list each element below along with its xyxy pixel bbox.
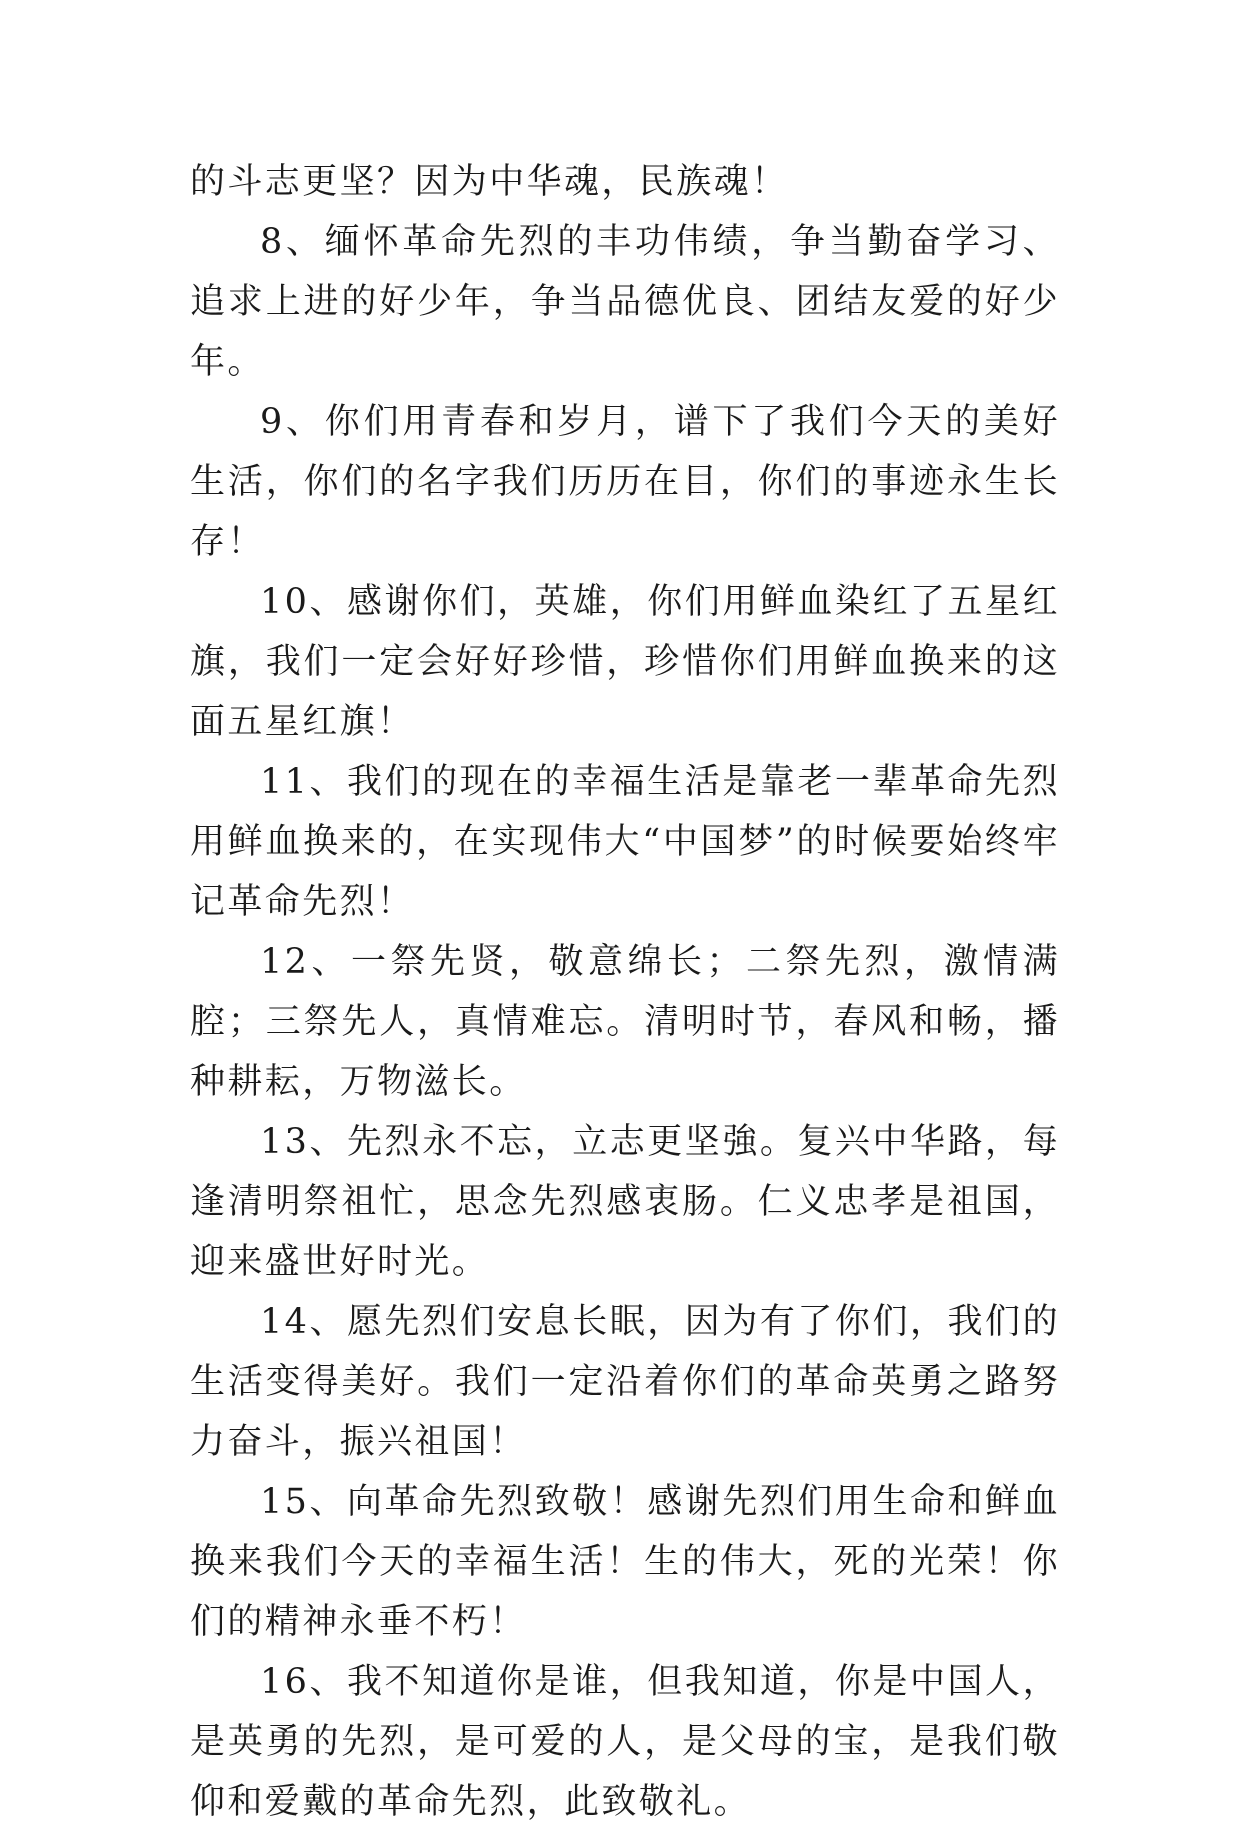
paragraph-continuation: 的斗志更坚？因为中华魂，民族魂！: [190, 162, 789, 202]
paragraph-item-11: 11、我们的现在的幸福生活是靠老一辈革命先烈用鲜血换来的，在实现伟大“中国梦”的时候要始终牢记革命先烈！: [190, 762, 1060, 922]
paragraph-item-13: 13、先烈永不忘，立志更坚強。复兴中华路，每逢清明祭祖忙，思念先烈感衷肠。仁义忠孝是祖国，迎来盛世好时光。: [190, 1122, 1060, 1282]
paragraph-item-16: 16、我不知道你是谁，但我知道，你是中国人，是英勇的先烈，是可爱的人，是父母的宝，是我们敬仰和爱戴的革命先烈，此致敬礼。: [190, 1662, 1060, 1822]
document-body: [190, 152, 1060, 1832]
paragraph-item-9: 9、你们用青春和岁月，谱下了我们今天的美好生活，你们的名字我们历历在目，你们的事迹永生长存！: [190, 402, 1060, 562]
paragraph-item-15: 15、向革命先烈致敬！感谢先烈们用生命和鲜血换来我们今天的幸福生活！生的伟大，死的光荣！你们的精神永垂不朽！: [190, 1482, 1060, 1642]
paragraph-item-12: 12、一祭先贤，敬意绵长；二祭先烈，激情满腔；三祭先人，真情难忘。清明时节，春风和畅，播种耕耘，万物滋长。: [190, 942, 1060, 1102]
paragraph-item-14: 14、愿先烈们安息长眠，因为有了你们，我们的生活变得美好。我们一定沿着你们的革命英勇之路努力奋斗，振兴祖国！: [190, 1302, 1060, 1462]
paragraph-item-10: 10、感谢你们，英雄，你们用鲜血染红了五星红旗，我们一定会好好珍惜，珍惜你们用鲜血换来的这面五星红旗！: [190, 582, 1060, 742]
paragraph-item-8: 8、缅怀革命先烈的丰功伟绩，争当勤奋学习、追求上进的好少年，争当品德优良、团结友爱的好少年。: [190, 222, 1060, 382]
